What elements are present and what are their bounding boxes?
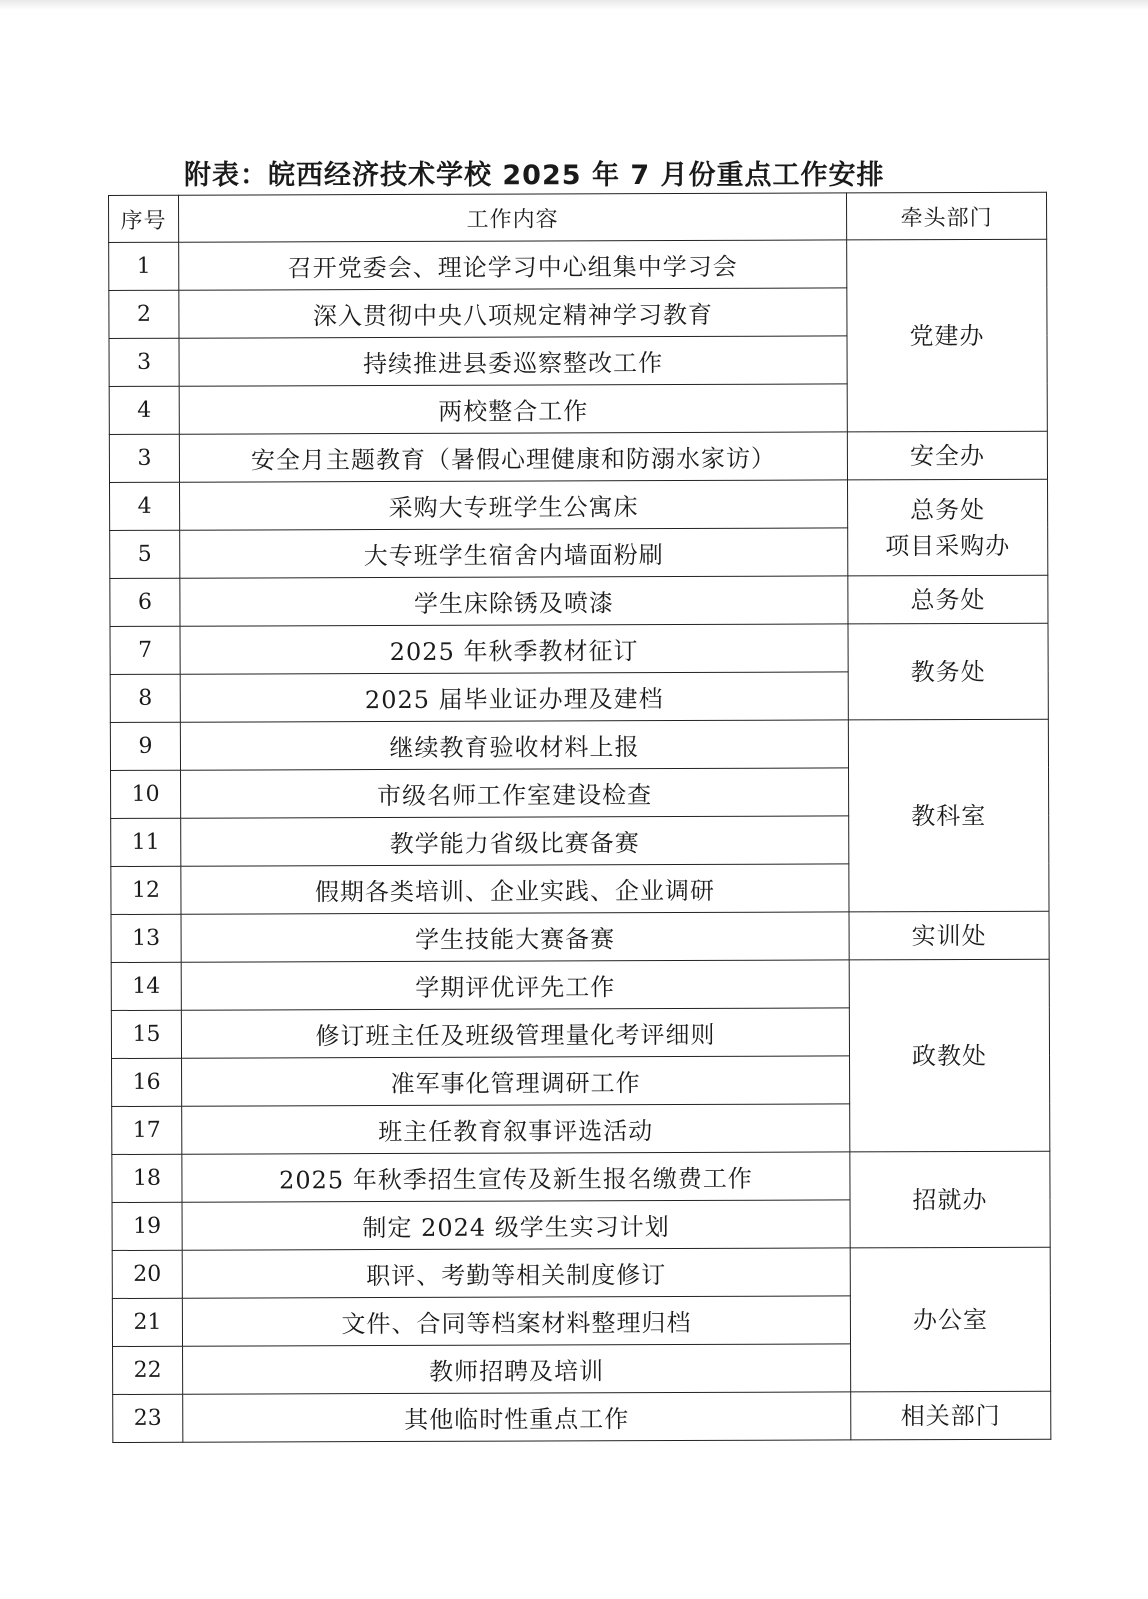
lead-department xyxy=(848,575,1048,624)
work-content: 学期评优评先工作 xyxy=(181,960,849,1010)
lead-department xyxy=(848,719,1049,912)
row-number: 19 xyxy=(112,1202,182,1250)
table-row xyxy=(110,719,1048,770)
work-content: 学生床除锈及喷漆 xyxy=(180,576,848,626)
lead-department xyxy=(850,1151,1050,1248)
department-name: 总务处 xyxy=(910,585,986,614)
table-row xyxy=(109,239,1047,290)
work-content: 学生技能大赛备赛 xyxy=(181,912,849,962)
row-number: 16 xyxy=(112,1058,182,1106)
row-number: 11 xyxy=(111,818,181,866)
row-number: 1 xyxy=(109,242,179,290)
work-content: 继续教育验收材料上报 xyxy=(180,720,848,770)
row-number: 2 xyxy=(109,290,179,338)
header-dept: 牵头部门 xyxy=(846,192,1046,240)
work-content: 教师招聘及培训 xyxy=(183,1344,851,1394)
department-name: 实训处 xyxy=(911,921,987,950)
work-content: 教学能力省级比赛备赛 xyxy=(181,816,849,866)
row-number: 12 xyxy=(111,866,181,914)
row-number: 3 xyxy=(109,338,179,386)
row-number: 4 xyxy=(110,482,180,530)
row-number: 13 xyxy=(111,914,181,962)
table-row xyxy=(111,911,1049,962)
work-plan-table xyxy=(108,192,1051,1443)
row-number: 23 xyxy=(113,1394,183,1442)
department-name: 项目采购办 xyxy=(885,531,1011,560)
row-number: 6 xyxy=(110,578,180,626)
department-name: 总务处 xyxy=(910,495,986,524)
row-number: 14 xyxy=(111,962,181,1010)
lead-department xyxy=(851,1391,1051,1440)
row-number: 3 xyxy=(109,434,179,482)
lead-department xyxy=(847,239,1048,432)
department-name: 安全办 xyxy=(909,441,985,470)
table-row xyxy=(112,1151,1050,1202)
work-content: 文件、合同等档案材料整理归档 xyxy=(182,1296,850,1346)
work-content: 假期各类培训、企业实践、企业调研 xyxy=(181,864,849,914)
row-number: 4 xyxy=(109,386,179,434)
lead-department xyxy=(849,959,1050,1152)
row-number: 17 xyxy=(112,1106,182,1154)
lead-department xyxy=(847,479,1047,576)
work-content: 职评、考勤等相关制度修订 xyxy=(182,1248,850,1298)
department-name: 相关部门 xyxy=(900,1401,1001,1430)
row-number: 20 xyxy=(112,1250,182,1298)
row-number: 21 xyxy=(112,1298,182,1346)
work-content: 其他临时性重点工作 xyxy=(183,1392,851,1442)
table-header-row xyxy=(109,192,1047,242)
row-number: 10 xyxy=(111,770,181,818)
table-row xyxy=(109,431,1047,482)
row-number: 15 xyxy=(111,1010,181,1058)
department-name: 教务处 xyxy=(910,657,986,686)
work-content: 两校整合工作 xyxy=(179,384,847,434)
row-number: 9 xyxy=(110,722,180,770)
row-number: 22 xyxy=(113,1346,183,1394)
department-name: 党建办 xyxy=(909,321,985,350)
table-row xyxy=(110,575,1048,626)
work-content: 采购大专班学生公寓床 xyxy=(180,480,848,530)
work-content: 召开党委会、理论学习中心组集中学习会 xyxy=(179,240,847,290)
work-content: 修订班主任及班级管理量化考评细则 xyxy=(181,1008,849,1058)
lead-department xyxy=(849,911,1049,960)
department-name: 教科室 xyxy=(911,801,987,830)
header-content: 工作内容 xyxy=(179,193,847,242)
lead-department xyxy=(848,623,1048,720)
row-number: 18 xyxy=(112,1154,182,1202)
scan-edge xyxy=(0,0,1148,10)
table-body xyxy=(109,239,1051,1442)
table-row xyxy=(112,1247,1050,1298)
work-content: 深入贯彻中央八项规定精神学习教育 xyxy=(179,288,847,338)
table-row xyxy=(111,959,1049,1010)
header-num: 序号 xyxy=(109,195,179,242)
document-title: 附表：皖西经济技术学校 2025 年 7 月份重点工作安排 xyxy=(184,160,885,191)
department-name: 招就办 xyxy=(912,1185,988,1214)
department-name: 办公室 xyxy=(912,1305,988,1334)
row-number: 7 xyxy=(110,626,180,674)
work-content: 2025 届毕业证办理及建档 xyxy=(180,672,848,722)
row-number: 8 xyxy=(110,674,180,722)
table-row xyxy=(110,479,1048,530)
lead-department xyxy=(850,1247,1051,1392)
row-number: 5 xyxy=(110,530,180,578)
work-content: 持续推进县委巡察整改工作 xyxy=(179,336,847,386)
work-content: 2025 年秋季教材征订 xyxy=(180,624,848,674)
work-content: 2025 年秋季招生宣传及新生报名缴费工作 xyxy=(182,1152,850,1202)
work-content: 班主任教育叙事评选活动 xyxy=(182,1104,850,1154)
work-content: 安全月主题教育（暑假心理健康和防溺水家访） xyxy=(179,432,847,482)
lead-department xyxy=(847,431,1047,480)
work-content: 制定 2024 级学生实习计划 xyxy=(182,1200,850,1250)
work-content: 市级名师工作室建设检查 xyxy=(181,768,849,818)
table-row xyxy=(113,1391,1051,1442)
department-name: 政教处 xyxy=(911,1041,988,1070)
work-content: 准军事化管理调研工作 xyxy=(182,1056,850,1106)
work-content: 大专班学生宿舍内墙面粉刷 xyxy=(180,528,848,578)
table-row xyxy=(110,623,1048,674)
